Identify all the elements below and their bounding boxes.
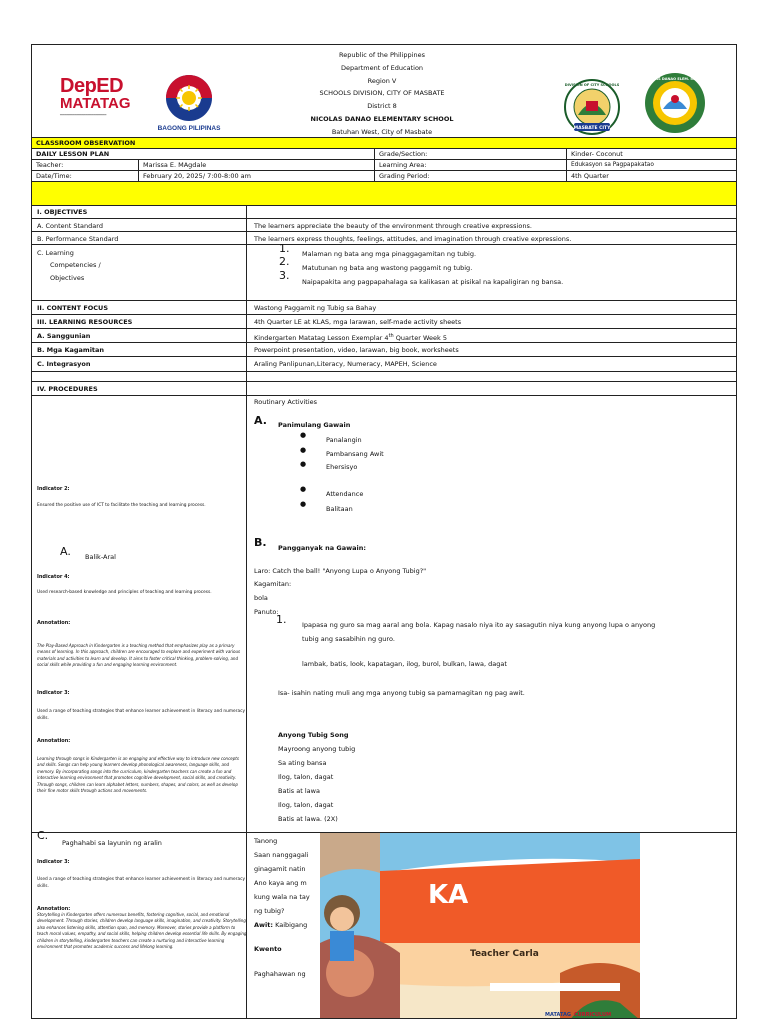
lesson-plan-page	[31, 44, 737, 1019]
divider	[32, 314, 736, 315]
republic-line: Republic of the Philippines	[339, 51, 425, 59]
integrasyon-label: C. Integrasyon	[37, 360, 91, 368]
activity-item-2: Pambansang Awit	[326, 450, 384, 458]
kung-text: kung wala na tay	[254, 893, 310, 901]
saan-text: Saan nanggagali	[254, 851, 309, 859]
divider	[32, 342, 736, 343]
learning-competencies-label-2: Competencies /	[50, 261, 101, 269]
divider	[32, 395, 736, 396]
indicator-2-label: Indicator 2:	[37, 486, 70, 492]
daily-lesson-plan-label: DAILY LESSON PLAN	[36, 150, 110, 158]
learning-resources-text: 4th Quarter LE at KLAS, mga larawan, self-made activity sheets	[254, 318, 462, 326]
division-seal	[552, 79, 632, 135]
song-line-3: Ilog, talon, dagat	[278, 773, 334, 781]
deped-matatag-logo	[60, 75, 140, 131]
bagong-pilipinas-emblem-icon	[158, 73, 220, 123]
panimulang-gawain-title: Panimulang Gawain	[278, 421, 351, 429]
laro-text: Laro: Catch the ball! "Anyong Lupa o Anyong Tubig?"	[254, 567, 427, 575]
department-line: Department of Education	[340, 63, 424, 72]
annotation-3-label: Annotation:	[37, 906, 71, 912]
ng-tubig-text: ng tubig?	[254, 907, 285, 915]
content-focus-label: II. CONTENT FOCUS	[37, 304, 109, 312]
divider	[32, 381, 736, 382]
indicator-4-text: Used research-based knowledge and principles of teaching and learning process.	[37, 590, 212, 595]
song-line-5: Ilog, talon, dagat	[278, 801, 334, 809]
sanggunian-main: Kindergarten Matatag Lesson Exemplar 4	[254, 334, 389, 343]
sanggunian-text	[254, 332, 447, 342]
kagamitan-heading: Kagamitan:	[254, 580, 292, 588]
song-line-4: Batis at lawa	[278, 787, 320, 795]
teacher-row	[32, 159, 736, 170]
tanong-text: Tanong	[254, 837, 278, 845]
paghahabi-title: Paghahabi sa layunin ng aralin	[62, 839, 162, 847]
annotation-2-text: Learning through songs in Kindergarten is an engaging and effective way to introduce new concepts and skills. Songs can help young learners develop phonological awareness, language skills, and memory. By incorporating songs into the curriculum, kindergarten teachers can create a fun and interactive learning environment that promotes cognitive development, social skills, and creativity. Through songs, children can learn alphabet letters, numbers, shapes, and colors, as well as develop their fine motor skills through actions and movements.	[37, 756, 239, 794]
indicator-3b-label: Indicator 3:	[37, 859, 70, 865]
date-label: Date/Time:	[36, 172, 72, 180]
indicator-3-label: Indicator 3:	[37, 690, 70, 696]
annotation-1-text: The Play-Based Approach in Kindergarten is a teaching method that emphasizes play as a primary means of learning. In this approach, children are encouraged to explore and experiment with various materials and activities to learn and develop. It aims to foster critical thinking, problem-solving, and social skills while providing a fun and engaging learning environment.	[37, 643, 241, 668]
objective-number-3: 3.	[279, 269, 290, 282]
district-line: District 8	[367, 102, 397, 111]
activity-item-5: Balitaan	[326, 505, 353, 513]
divider	[32, 371, 736, 372]
classroom-observation-title: CLASSROOM OBSERVATION	[36, 139, 136, 147]
slide-brand: MATATAG	[545, 1012, 571, 1018]
date-row	[32, 170, 736, 181]
ginagamit-text: ginagamit natin	[254, 865, 306, 873]
divider	[32, 328, 736, 329]
kagamitan-label: B. Mga Kagamitan	[37, 346, 105, 354]
content-focus-text: Wastong Paggamit ng Tubig sa Bahay	[254, 304, 377, 312]
section-b-letter: B.	[254, 536, 267, 549]
awit-line	[254, 921, 307, 929]
section-a-letter: A.	[254, 414, 267, 427]
divider	[32, 231, 736, 232]
teacher-label: Teacher:	[36, 161, 64, 169]
isa-isahin-text: Isa- isahin nating muli ang mga anyong tubig sa pamamagitan ng pag awit.	[278, 689, 525, 697]
kagamitan-text: Powerpoint presentation, video, larawan, big book, worksheets	[254, 346, 459, 354]
objectives-heading: I. OBJECTIVES	[37, 208, 88, 216]
indicator-3-text: Used a range of teaching strategies that enhance learner achievement in literacy and numeracy skills.	[37, 709, 245, 721]
bullet-icon: ●	[300, 460, 307, 468]
division-line: SCHOOLS DIVISION, CITY OF MASBATE	[319, 89, 445, 98]
indicator-2-text: Ensured the positive use of ICT to facilitate the teaching and learning process.	[37, 503, 206, 508]
activity-item-4: Attendance	[326, 490, 364, 498]
objective-text-2: Matutunan ng bata ang wastong paggamit ng tubig.	[302, 264, 473, 272]
indicator-4-label: Indicator 4:	[37, 574, 70, 580]
panuto-line-2: tubig ang sasabihin ng guro.	[302, 635, 395, 643]
song-line-2: Sa ating bansa	[278, 759, 327, 767]
performance-standard-label: B. Performance Standard	[37, 235, 119, 243]
bola-text: bola	[254, 594, 268, 602]
learning-area-value: Edukasyon sa Pagpapakatao	[566, 160, 736, 170]
bullet-icon: ●	[300, 446, 307, 454]
story-slide-image	[320, 833, 640, 1019]
activity-item-3: Ehersisyo	[326, 463, 358, 471]
school-header-text	[232, 49, 532, 139]
routinary-activities: Routinary Activities	[254, 398, 318, 406]
content-standard-label: A. Content Standard	[37, 222, 103, 230]
objective-number-2: 2.	[279, 255, 290, 268]
slide-teacher: Teacher Carla	[470, 949, 539, 959]
yellow-spacer-row	[32, 181, 736, 205]
panuto-number: 1.	[276, 613, 287, 626]
learning-competencies-label-1: C. Learning	[37, 249, 74, 257]
annotation-3-text: Storytelling in Kindergarten offers numerous benefits, fostering cognitive, social, and emotional development. Through stories, children develop language skills, imagination, and creativity. Storytelling also enhances listening skills, attention span, and memory. Moreover, stories provide a platform to teach moral values, empathy, and social skills, helping children develop essential life skills. By engaging children in storytelling, kindergarten teachers can create a nurturing and interactive learning environment that promotes academic success and lifelong learning.	[37, 912, 247, 950]
sanggunian-end: Quarter Week 5	[393, 334, 447, 343]
grade-section-label: Grade/Section:	[374, 149, 566, 159]
grading-period-label: Grading Period:	[374, 171, 566, 181]
indicator-3b-text: Used a range of teaching strategies that enhance learner achievement in literacy and numeracy skills.	[37, 877, 245, 889]
bagong-pilipinas-logo	[150, 73, 228, 133]
content-standard-text: The learners appreciate the beauty of the environment through creative expressions.	[254, 222, 532, 230]
divider	[32, 300, 736, 301]
sanggunian-label: A. Sanggunian	[37, 332, 91, 340]
bullet-icon: ●	[300, 500, 307, 508]
learning-area-label: Learning Area:	[374, 160, 566, 170]
grading-period-value: 4th Quarter	[566, 171, 736, 181]
slide-curriculum: CURRICULUM	[574, 1012, 612, 1018]
divider	[32, 356, 736, 357]
teacher-value: Marissa E. MAgdale	[138, 160, 374, 170]
awit-label: Awit:	[254, 921, 273, 929]
body-top-border	[32, 205, 736, 206]
balik-aral-title: Balik-Aral	[85, 553, 116, 561]
learning-competencies-label-3: Objectives	[50, 274, 85, 282]
annotation-1-label: Annotation:	[37, 620, 71, 626]
objective-text-3: Naipapakita ang pagpapahalaga sa kalikasan at pisikal na kapaligiran ng bansa.	[302, 278, 564, 286]
divider	[32, 244, 736, 245]
anyong-words: lambak, batis, look, kapatagan, ilog, burol, bulkan, lawa, dagat	[302, 660, 507, 668]
song-line-6: Batis at lawa. (2X)	[278, 815, 338, 823]
svg-text:NICOLAS DANAO ELEM. SCHOOL: NICOLAS DANAO ELEM. SCHOOL	[643, 77, 707, 81]
song-line-1: Mayroong anyong tubig	[278, 745, 356, 753]
deped-logo-text: DepED	[60, 75, 124, 97]
kwento-label: Kwento	[254, 945, 282, 953]
divider	[32, 218, 736, 219]
svg-text:DIVISION OF CITY SCHOOLS: DIVISION OF CITY SCHOOLS	[564, 83, 620, 87]
objective-text-1: Malaman ng bata ang mga pinaggagamitan ng tubig.	[302, 250, 477, 258]
pangganyak-title: Pangganyak na Gawain:	[278, 544, 366, 552]
balik-aral-letter: A.	[60, 545, 71, 558]
story-slide-illustration	[320, 833, 640, 1019]
paghahawan-text: Paghahawan ng	[254, 970, 306, 978]
objective-number-1: 1.	[279, 242, 290, 255]
activity-item-1: Panalangin	[326, 436, 362, 444]
performance-standard-text: The learners express thoughts, feelings, attitudes, and imagination through creative expressions.	[254, 235, 572, 243]
ano-text: Ano kaya ang m	[254, 879, 307, 887]
bullet-icon: ●	[300, 485, 307, 493]
date-value: February 20, 2025/ 7:00-8:00 am	[138, 171, 374, 181]
awit-text: Kaibigang	[275, 921, 308, 929]
sanggunian-sup: th	[388, 333, 394, 339]
annotation-2-label: Annotation:	[37, 738, 71, 744]
integrasyon-text: Araling Panlipunan,Literacy, Numeracy, MAPEH, Science	[254, 360, 437, 368]
division-seal-icon	[552, 79, 632, 135]
school-name: NICOLAS DANAO ELEMENTARY SCHOOL	[310, 114, 454, 123]
learning-resources-label: III. LEARNING RESOURCES	[37, 318, 133, 326]
classroom-observation-row	[32, 137, 736, 148]
school-address: Batuhan West, City of Masbate	[331, 127, 433, 136]
dlp-row	[32, 148, 736, 159]
grade-section-value: Kinder- Coconut	[566, 149, 736, 159]
panuto-heading: Panuto:	[254, 608, 279, 616]
region-line: Region V	[367, 76, 397, 85]
document-header	[32, 45, 736, 137]
procedures-heading: IV. PROCEDURES	[37, 385, 98, 393]
logo-tagline: ━━━━━━━━━━━━━━━━━━━━━━	[60, 113, 107, 117]
bullet-icon: ●	[300, 431, 307, 439]
svg-text:MASBATE CITY: MASBATE CITY	[573, 126, 611, 131]
slide-title: KA	[428, 880, 469, 910]
panuto-line-1: Ipapasa ng guro sa mag aaral ang bola. Kapag nasalo niya ito ay sasagutin niya kung anyong lupa o anyong	[302, 621, 656, 629]
school-seal-icon	[635, 71, 715, 135]
song-title: Anyong Tubig Song	[278, 731, 349, 739]
section-c-letter: C.	[37, 829, 49, 842]
school-seal	[635, 71, 715, 135]
bagong-pilipinas-text: BAGONG PILIPINAS	[157, 125, 221, 132]
matatag-logo-text: MATATAG	[60, 95, 131, 112]
